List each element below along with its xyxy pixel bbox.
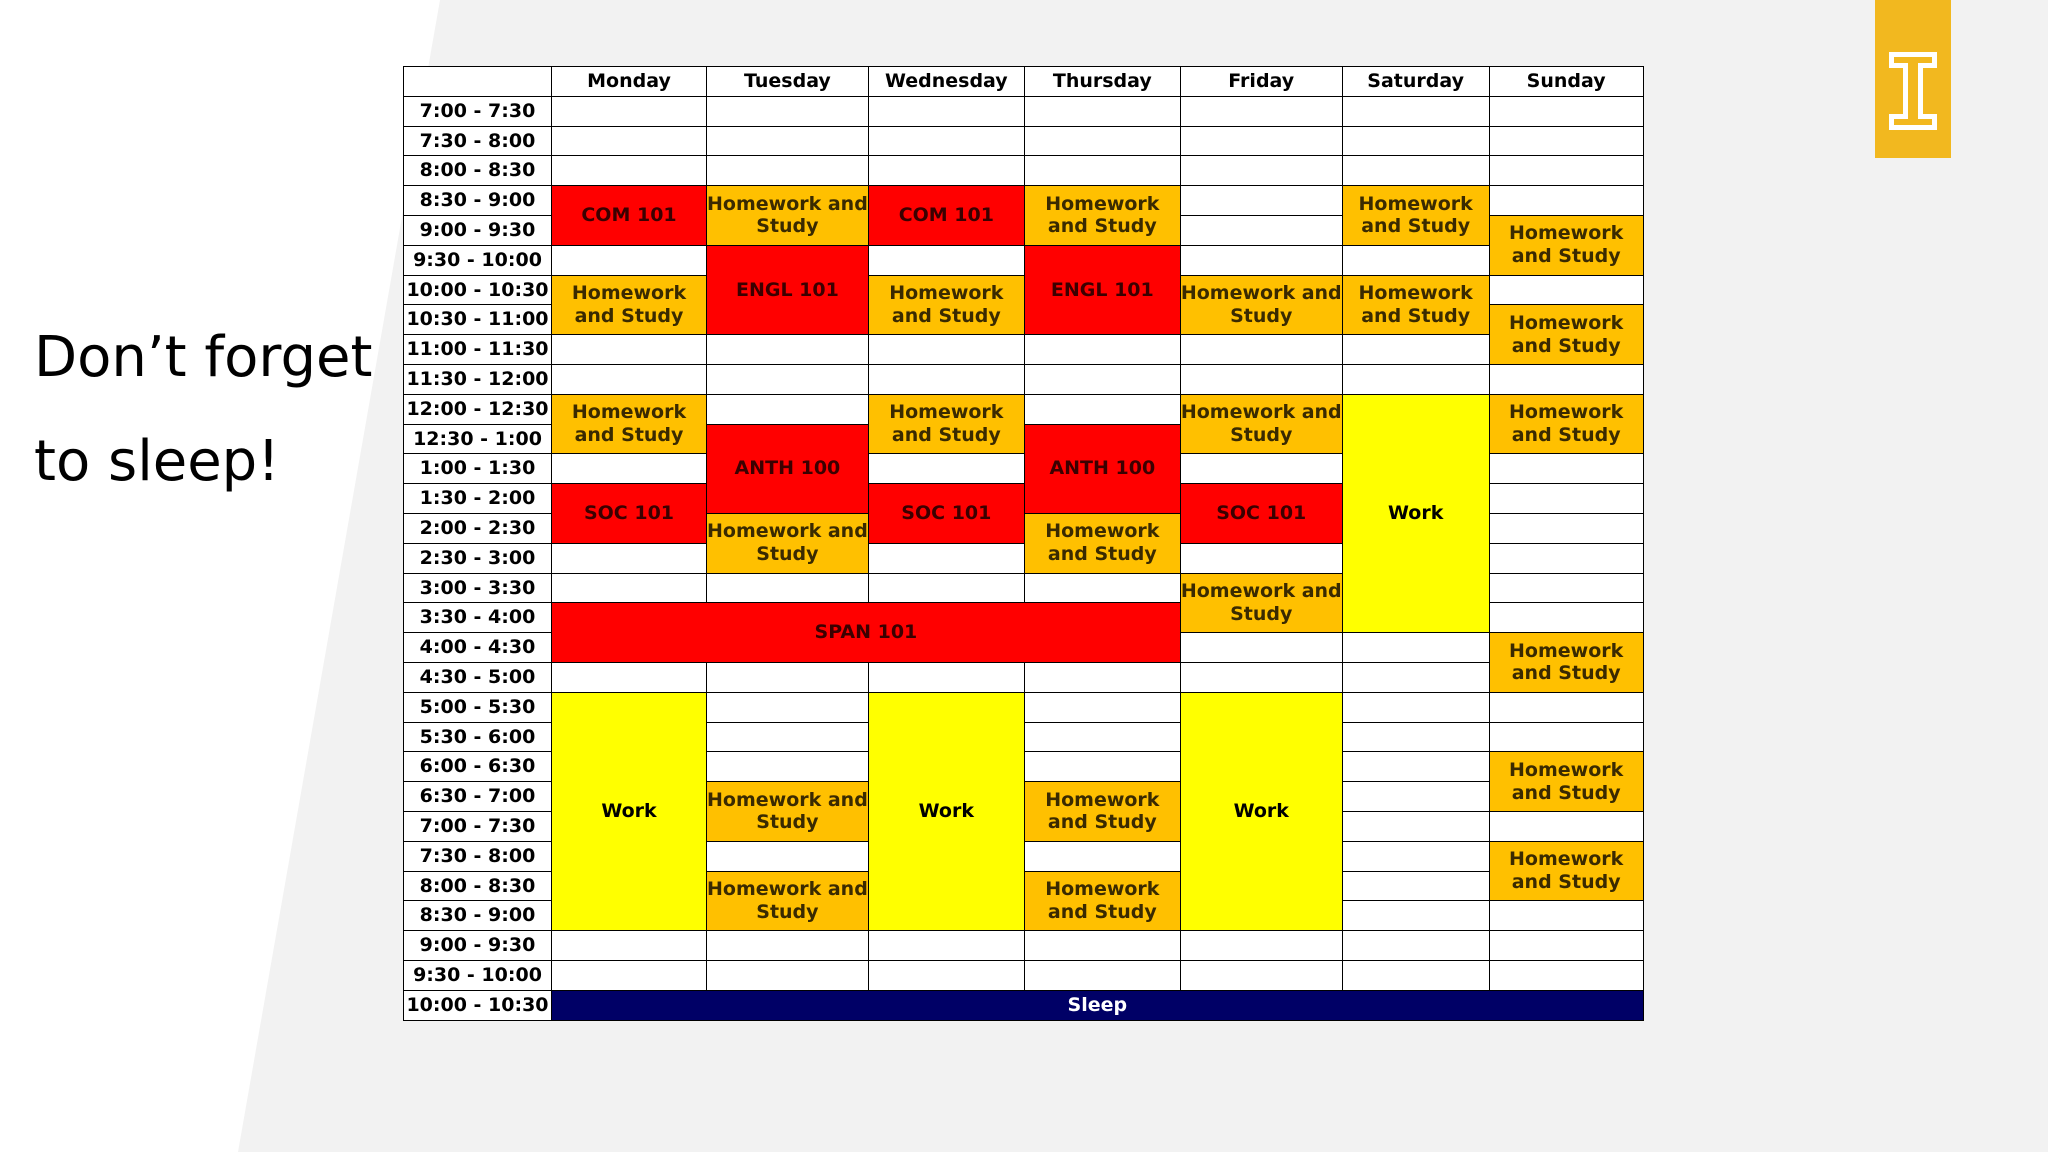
time-row [404,156,1644,186]
block-label: Homework [1045,788,1160,811]
title-line-1: Don’t forget [34,325,373,390]
study-block [1342,275,1489,335]
empty-slot [1489,960,1643,990]
block-label: and Study [1361,304,1471,327]
empty-slot [868,335,1024,365]
empty-slot [1342,126,1489,156]
empty-slot [1489,811,1643,841]
time-label: 7:00 - 7:30 [404,96,552,126]
block-label: Homework and [1180,282,1342,305]
time-label: 5:30 - 6:00 [404,722,552,752]
empty-slot [552,126,707,156]
time-label: 6:00 - 6:30 [404,752,552,782]
block-label: Homework and [707,788,868,811]
time-label: 8:30 - 9:00 [404,186,552,216]
empty-slot [1342,752,1489,782]
study-block [1180,275,1342,335]
block-label: and Study [1511,871,1621,894]
empty-slot [552,156,707,186]
empty-slot [1024,722,1180,752]
empty-slot [1489,573,1643,603]
class-block [552,484,707,544]
block-label: SPAN 101 [814,621,918,644]
time-label: 9:00 - 9:30 [404,215,552,245]
empty-slot [707,960,869,990]
block-label: Homework and [707,192,868,215]
block-label: and Study [1047,543,1157,566]
work-block [1342,394,1489,632]
weekly-schedule-table [403,66,1644,1021]
time-label: 7:30 - 8:00 [404,126,552,156]
work-block [552,692,707,930]
empty-slot [868,931,1024,961]
block-label: ENGL 101 [1050,278,1154,301]
empty-slot [1024,960,1180,990]
block-label: Homework [1509,848,1624,871]
empty-slot [1180,215,1342,245]
time-label: 4:30 - 5:00 [404,662,552,692]
empty-slot [552,573,707,603]
empty-slot [707,931,869,961]
block-label: and Study [891,304,1001,327]
empty-slot [707,126,869,156]
empty-slot [1342,692,1489,722]
time-label: 8:00 - 8:30 [404,156,552,186]
block-label: and Study [1511,245,1621,268]
block-label: Study [1230,304,1293,327]
block-label: Homework [1509,222,1624,245]
empty-slot [552,96,707,126]
block-label: Homework [1045,192,1160,215]
time-label: 1:30 - 2:00 [404,484,552,514]
block-label: and Study [1047,900,1157,923]
block-label: Study [756,215,819,238]
empty-slot [1024,394,1180,424]
empty-slot [868,960,1024,990]
empty-slot [1489,722,1643,752]
empty-slot [1342,96,1489,126]
empty-slot [1489,454,1643,484]
class-block [552,186,707,246]
block-label: Homework [1358,282,1473,305]
study-block [552,275,707,335]
empty-slot [707,335,869,365]
study-block [1489,633,1643,693]
empty-slot [1342,782,1489,812]
empty-slot [1180,543,1342,573]
empty-slot [552,245,707,275]
time-label: 10:30 - 11:00 [404,305,552,335]
class-block [868,484,1024,544]
time-label: 10:00 - 10:30 [404,990,552,1020]
time-label: 12:30 - 1:00 [404,424,552,454]
block-label: and Study [1511,781,1621,804]
time-label: 9:00 - 9:30 [404,931,552,961]
block-label: Work [601,800,657,823]
empty-slot [1180,931,1342,961]
header-row [404,67,1644,97]
block-label: Study [756,900,819,923]
empty-slot [1342,245,1489,275]
title-line-2: to sleep! [34,429,280,494]
block-label: Homework [571,282,687,305]
block-label: and Study [1511,424,1621,447]
block-label: Homework [1358,192,1473,215]
time-row [404,96,1644,126]
empty-slot [552,454,707,484]
time-row [404,662,1644,692]
time-label: 3:30 - 4:00 [404,603,552,633]
block-label: Sleep [1067,993,1128,1016]
study-block [1024,513,1180,573]
study-block [1489,841,1643,901]
empty-slot [1024,156,1180,186]
block-label: Homework [1045,878,1160,901]
time-label: 3:00 - 3:30 [404,573,552,603]
empty-slot [1180,662,1342,692]
block-label: ENGL 101 [735,278,839,301]
empty-slot [1489,484,1643,514]
empty-slot [1024,931,1180,961]
empty-slot [707,394,869,424]
day-header: Thursday [1024,67,1180,97]
empty-slot [1342,841,1489,871]
time-row [404,186,1644,216]
empty-slot [1342,662,1489,692]
empty-slot [868,543,1024,573]
block-label: Homework [1509,401,1624,424]
slide-title [34,306,373,514]
empty-slot [868,96,1024,126]
time-label: 8:30 - 9:00 [404,901,552,931]
time-label: 1:00 - 1:30 [404,454,552,484]
block-label: Homework [571,401,687,424]
block-label: ANTH 100 [1049,457,1156,480]
block-label: SOC 101 [583,502,675,525]
block-label: Study [756,811,819,834]
empty-slot [1489,931,1643,961]
block-label: Homework and [707,520,868,543]
time-row [404,692,1644,722]
day-header: Sunday [1489,67,1643,97]
study-block [552,394,707,454]
empty-slot [1180,454,1342,484]
block-label: Study [1230,602,1293,625]
empty-slot [707,841,869,871]
sleep-block [552,990,1644,1020]
empty-slot [1489,513,1643,543]
empty-slot [1024,335,1180,365]
empty-slot [1489,692,1643,722]
study-block [1489,305,1643,365]
empty-slot [1024,752,1180,782]
block-label: COM 101 [898,204,994,227]
empty-slot [1342,633,1489,663]
study-block [1024,871,1180,931]
empty-slot [552,960,707,990]
empty-slot [1024,573,1180,603]
empty-slot [1024,126,1180,156]
time-label: 6:30 - 7:00 [404,782,552,812]
day-header: Tuesday [707,67,869,97]
empty-slot [707,573,869,603]
empty-slot [1489,126,1643,156]
empty-slot [1342,931,1489,961]
time-row [404,126,1644,156]
study-block [707,782,869,842]
empty-slot [707,722,869,752]
empty-slot [1024,364,1180,394]
study-block [1180,573,1342,633]
study-block [707,186,869,246]
empty-slot [1180,335,1342,365]
empty-slot [868,245,1024,275]
time-label: 2:30 - 3:00 [404,543,552,573]
time-label: 10:00 - 10:30 [404,275,552,305]
time-label: 8:00 - 8:30 [404,871,552,901]
day-header: Friday [1180,67,1342,97]
empty-slot [868,126,1024,156]
block-label: Homework [889,282,1004,305]
block-label: SOC 101 [901,502,992,525]
study-block [1024,186,1180,246]
time-label: 9:30 - 10:00 [404,245,552,275]
empty-slot [1342,811,1489,841]
block-label: Work [1387,502,1444,525]
study-block [868,394,1024,454]
block-label: Homework and [707,878,868,901]
letter-i-logo-icon [1875,0,1951,158]
class-block [707,245,869,334]
empty-slot [552,364,707,394]
block-label: and Study [1047,215,1157,238]
block-label: Work [1233,800,1289,823]
empty-slot [1489,901,1643,931]
block-label: and Study [1511,662,1621,685]
day-header: Wednesday [868,67,1024,97]
empty-slot [707,364,869,394]
time-label: 5:00 - 5:30 [404,692,552,722]
empty-slot [1180,960,1342,990]
corner-cell [404,67,552,97]
block-label: Homework [1509,639,1624,662]
class-block [707,424,869,513]
study-block [1489,394,1643,454]
empty-slot [707,96,869,126]
time-label: 4:00 - 4:30 [404,633,552,663]
block-label: and Study [574,304,684,327]
empty-slot [1342,960,1489,990]
time-label: 7:00 - 7:30 [404,811,552,841]
schedule-body [404,96,1644,1020]
day-header: Monday [552,67,707,97]
study-block [868,275,1024,335]
day-header: Saturday [1342,67,1489,97]
empty-slot [1489,156,1643,186]
time-row [404,275,1644,305]
empty-slot [552,335,707,365]
time-label: 12:00 - 12:30 [404,394,552,424]
time-row [404,335,1644,365]
empty-slot [1489,186,1643,216]
empty-slot [868,662,1024,692]
empty-slot [1024,841,1180,871]
block-label: and Study [1047,811,1157,834]
empty-slot [1342,364,1489,394]
empty-slot [707,156,869,186]
block-label: Study [756,543,819,566]
empty-slot [1180,126,1342,156]
empty-slot [552,543,707,573]
study-block [1024,782,1180,842]
empty-slot [1489,603,1643,633]
empty-slot [868,156,1024,186]
block-label: COM 101 [581,204,677,227]
study-block [1489,752,1643,812]
block-label: Homework and [1180,580,1342,603]
empty-slot [1024,96,1180,126]
study-block [1180,394,1342,454]
block-label: Homework [1509,311,1624,334]
empty-slot [1342,156,1489,186]
time-row [404,990,1644,1020]
class-block [868,186,1024,246]
block-label: Homework [889,401,1004,424]
time-label: 9:30 - 10:00 [404,960,552,990]
time-row [404,245,1644,275]
empty-slot [1180,245,1342,275]
block-label: Study [1230,424,1293,447]
study-block [707,871,869,931]
empty-slot [552,662,707,692]
empty-slot [707,662,869,692]
block-label: Homework [1045,520,1160,543]
empty-slot [1180,96,1342,126]
empty-slot [1489,275,1643,305]
block-label: Work [918,800,974,823]
empty-slot [1180,364,1342,394]
empty-slot [1024,692,1180,722]
empty-slot [1489,364,1643,394]
empty-slot [1342,871,1489,901]
study-block [707,513,869,573]
empty-slot [1180,633,1342,663]
empty-slot [707,752,869,782]
empty-slot [1342,901,1489,931]
time-row [404,931,1644,961]
time-row [404,394,1644,424]
class-block [1024,424,1180,513]
time-label: 2:00 - 2:30 [404,513,552,543]
block-label: SOC 101 [1216,502,1307,525]
study-block [1342,186,1489,246]
empty-slot [1180,156,1342,186]
time-label: 7:30 - 8:00 [404,841,552,871]
empty-slot [707,692,869,722]
empty-slot [1489,543,1643,573]
block-label: and Study [1361,215,1471,238]
empty-slot [1489,96,1643,126]
empty-slot [1342,722,1489,752]
time-row [404,960,1644,990]
empty-slot [1342,335,1489,365]
study-block [1489,215,1643,275]
block-label: Homework and [1180,401,1342,424]
block-label: ANTH 100 [734,457,841,480]
work-block [1180,692,1342,930]
class-block [1024,245,1180,334]
class-block [552,603,1181,663]
empty-slot [868,454,1024,484]
block-label: and Study [1511,334,1621,357]
empty-slot [868,573,1024,603]
work-block [868,692,1024,930]
time-label: 11:30 - 12:00 [404,364,552,394]
empty-slot [552,931,707,961]
block-label: and Study [574,424,684,447]
time-label: 11:00 - 11:30 [404,335,552,365]
class-block [1180,484,1342,544]
empty-slot [1024,662,1180,692]
empty-slot [868,364,1024,394]
block-label: and Study [891,424,1001,447]
block-label: Homework [1509,758,1624,781]
empty-slot [1180,186,1342,216]
time-row [404,364,1644,394]
